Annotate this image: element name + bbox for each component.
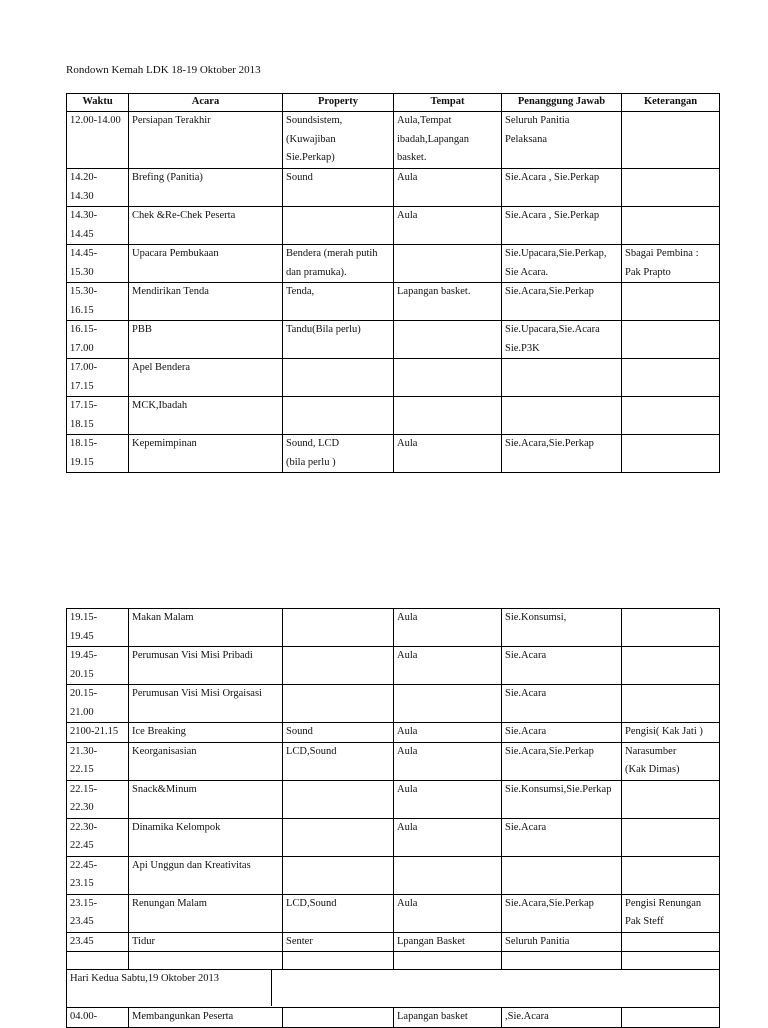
cell-property: Sound	[283, 169, 394, 207]
table-row	[67, 894, 720, 932]
cell-empty	[394, 952, 502, 970]
cell-waktu: 18.15- 19.15	[67, 435, 129, 473]
day-two-cell	[67, 970, 720, 1008]
cell-tempat: Aula	[394, 647, 502, 685]
table-row	[67, 283, 720, 321]
cell-penanggung-jawab: Sie.Acara,Sie.Perkap	[502, 435, 622, 473]
cell-property: Sound	[283, 723, 394, 743]
column-header-tempat: Tempat	[394, 94, 502, 112]
table-row	[67, 856, 720, 894]
cell-property: Soundsistem, (Kuwajiban Sie.Perkap)	[283, 112, 394, 169]
cell-keterangan	[622, 397, 720, 435]
cell-keterangan	[622, 283, 720, 321]
schedule-table-day1	[66, 93, 720, 473]
cell-penanggung-jawab: Sie.Acara	[502, 647, 622, 685]
table-row	[67, 112, 720, 169]
cell-tempat: Aula	[394, 435, 502, 473]
cell-penanggung-jawab	[502, 359, 622, 397]
cell-penanggung-jawab	[502, 856, 622, 894]
cell-tempat	[394, 245, 502, 283]
cell-tempat: Aula	[394, 818, 502, 856]
cell-tempat	[394, 397, 502, 435]
cell-empty	[283, 952, 394, 970]
cell-tempat: Lapangan basket	[394, 1008, 502, 1028]
cell-penanggung-jawab: Sie.Upacara,Sie.Acara Sie.P3K	[502, 321, 622, 359]
cell-waktu: 20.15- 21.00	[67, 685, 129, 723]
cell-penanggung-jawab: Sie.Acara	[502, 818, 622, 856]
cell-property	[283, 359, 394, 397]
cell-keterangan	[622, 435, 720, 473]
table-row	[67, 397, 720, 435]
cell-waktu: 15.30- 16.15	[67, 283, 129, 321]
cell-penanggung-jawab: Sie.Acara	[502, 723, 622, 743]
column-header-keterangan: Keterangan	[622, 94, 720, 112]
cell-waktu: 21.30- 22.15	[67, 742, 129, 780]
cell-tempat	[394, 321, 502, 359]
cell-keterangan	[622, 932, 720, 952]
cell-keterangan	[622, 359, 720, 397]
cell-acara: Api Unggun dan Kreativitas	[129, 856, 283, 894]
table-row	[67, 169, 720, 207]
cell-property	[283, 780, 394, 818]
cell-acara: Makan Malam	[129, 609, 283, 647]
cell-acara: Perumusan Visi Misi Pribadi	[129, 647, 283, 685]
cell-tempat	[394, 856, 502, 894]
day-two-label: Hari Kedua Sabtu,19 Oktober 2013	[70, 973, 220, 984]
table-header-row	[67, 94, 720, 112]
cell-tempat: Aula	[394, 169, 502, 207]
cell-tempat: Aula	[394, 742, 502, 780]
cell-tempat	[394, 359, 502, 397]
cell-tempat: Aula	[394, 207, 502, 245]
table-row	[67, 647, 720, 685]
cell-acara: Membangunkan Peserta	[129, 1008, 283, 1028]
cell-acara: Perumusan Visi Misi Orgaisasi	[129, 685, 283, 723]
cell-keterangan	[622, 780, 720, 818]
cell-acara: Persiapan Terakhir	[129, 112, 283, 169]
cell-property	[283, 685, 394, 723]
cell-empty	[622, 952, 720, 970]
cell-property: Bendera (merah putih dan pramuka).	[283, 245, 394, 283]
cell-keterangan: Sbagai Pembina : Pak Prapto	[622, 245, 720, 283]
cell-acara: MCK,Ibadah	[129, 397, 283, 435]
cell-keterangan: Pengisi Renungan Pak Steff	[622, 894, 720, 932]
cell-property	[283, 1008, 394, 1028]
cell-acara: Brefing (Panitia)	[129, 169, 283, 207]
cell-property: Senter	[283, 932, 394, 952]
cell-tempat: Aula	[394, 723, 502, 743]
cell-waktu: 2100-21.15	[67, 723, 129, 743]
cell-penanggung-jawab	[502, 397, 622, 435]
cell-keterangan	[622, 169, 720, 207]
cell-tempat: Aula	[394, 780, 502, 818]
document-title: Rondown Kemah LDK 18-19 Oktober 2013	[66, 64, 261, 76]
cell-property: Tenda,	[283, 283, 394, 321]
cell-penanggung-jawab: Sie.Acara , Sie.Perkap	[502, 169, 622, 207]
cell-penanggung-jawab: Sie.Acara , Sie.Perkap	[502, 207, 622, 245]
table-row	[67, 207, 720, 245]
table-row	[67, 321, 720, 359]
cell-acara: Apel Bendera	[129, 359, 283, 397]
cell-tempat: Aula,Tempat ibadah,Lapangan basket.	[394, 112, 502, 169]
cell-waktu: 19.15- 19.45	[67, 609, 129, 647]
table-row	[67, 742, 720, 780]
cell-keterangan	[622, 112, 720, 169]
cell-waktu: 14.45- 15.30	[67, 245, 129, 283]
cell-penanggung-jawab: Sie.Acara,Sie.Perkap	[502, 894, 622, 932]
cell-penanggung-jawab: Sie.Konsumsi,Sie.Perkap	[502, 780, 622, 818]
cell-tempat: Lpangan Basket	[394, 932, 502, 952]
table-row	[67, 245, 720, 283]
cell-keterangan	[622, 207, 720, 245]
table-row	[67, 435, 720, 473]
table-row	[67, 780, 720, 818]
schedule-table-day1-continued	[66, 608, 720, 1028]
cell-property	[283, 207, 394, 245]
cell-property: Sound, LCD (bila perlu )	[283, 435, 394, 473]
day-two-label-box	[67, 970, 272, 1007]
cell-keterangan	[622, 856, 720, 894]
cell-empty	[502, 952, 622, 970]
table-row	[67, 818, 720, 856]
cell-property: LCD,Sound	[283, 742, 394, 780]
cell-property	[283, 647, 394, 685]
cell-penanggung-jawab: Sie.Acara,Sie.Perkap	[502, 283, 622, 321]
cell-keterangan	[622, 647, 720, 685]
cell-acara: Upacara Pembukaan	[129, 245, 283, 283]
cell-keterangan	[622, 609, 720, 647]
cell-waktu: 12.00-14.00	[67, 112, 129, 169]
cell-keterangan: Narasumber (Kak Dimas)	[622, 742, 720, 780]
cell-property	[283, 609, 394, 647]
cell-empty	[67, 952, 129, 970]
table-row	[67, 359, 720, 397]
cell-keterangan	[622, 685, 720, 723]
cell-tempat: Aula	[394, 894, 502, 932]
cell-waktu: 14.20- 14.30	[67, 169, 129, 207]
table-row-empty	[67, 952, 720, 970]
cell-penanggung-jawab: Sie.Acara	[502, 685, 622, 723]
cell-waktu: 16.15- 17.00	[67, 321, 129, 359]
cell-penanggung-jawab: ,Sie.Acara	[502, 1008, 622, 1028]
cell-keterangan	[622, 1008, 720, 1028]
cell-waktu: 22.15- 22.30	[67, 780, 129, 818]
cell-acara: Tidur	[129, 932, 283, 952]
cell-property	[283, 856, 394, 894]
cell-penanggung-jawab: Sie.Acara,Sie.Perkap	[502, 742, 622, 780]
cell-keterangan: Pengisi( Kak Jati )	[622, 723, 720, 743]
cell-acara: PBB	[129, 321, 283, 359]
cell-acara: Kepemimpinan	[129, 435, 283, 473]
cell-acara: Renungan Malam	[129, 894, 283, 932]
cell-waktu: 17.15- 18.15	[67, 397, 129, 435]
cell-keterangan	[622, 818, 720, 856]
cell-tempat	[394, 685, 502, 723]
table-row	[67, 932, 720, 952]
cell-waktu: 23.45	[67, 932, 129, 952]
cell-acara: Ice Breaking	[129, 723, 283, 743]
cell-waktu: 19.45- 20.15	[67, 647, 129, 685]
table-row	[67, 1008, 720, 1028]
cell-empty	[129, 952, 283, 970]
cell-acara: Keorganisasian	[129, 742, 283, 780]
table-row	[67, 685, 720, 723]
column-header-waktu: Waktu	[67, 94, 129, 112]
column-header-acara: Acara	[129, 94, 283, 112]
cell-tempat: Lapangan basket.	[394, 283, 502, 321]
cell-property: LCD,Sound	[283, 894, 394, 932]
cell-penanggung-jawab: Seluruh Panitia	[502, 932, 622, 952]
cell-penanggung-jawab: Sie.Konsumsi,	[502, 609, 622, 647]
cell-property: Tandu(Bila perlu)	[283, 321, 394, 359]
column-header-property: Property	[283, 94, 394, 112]
cell-acara: Snack&Minum	[129, 780, 283, 818]
cell-property	[283, 818, 394, 856]
cell-property	[283, 397, 394, 435]
cell-waktu: 23.15- 23.45	[67, 894, 129, 932]
day-two-row	[67, 970, 720, 1008]
table-row	[67, 609, 720, 647]
cell-acara: Mendirikan Tenda	[129, 283, 283, 321]
cell-waktu: 14.30- 14.45	[67, 207, 129, 245]
cell-waktu: 04.00-	[67, 1008, 129, 1028]
column-header-penanggung-jawab: Penanggung Jawab	[502, 94, 622, 112]
cell-acara: Chek &Re-Chek Peserta	[129, 207, 283, 245]
cell-waktu: 17.00- 17.15	[67, 359, 129, 397]
cell-waktu: 22.45- 23.15	[67, 856, 129, 894]
cell-penanggung-jawab: Sie.Upacara,Sie.Perkap, Sie Acara.	[502, 245, 622, 283]
cell-tempat: Aula	[394, 609, 502, 647]
cell-keterangan	[622, 321, 720, 359]
cell-acara: Dinamika Kelompok	[129, 818, 283, 856]
cell-waktu: 22.30- 22.45	[67, 818, 129, 856]
table-row	[67, 723, 720, 743]
cell-penanggung-jawab: Seluruh Panitia Pelaksana	[502, 112, 622, 169]
